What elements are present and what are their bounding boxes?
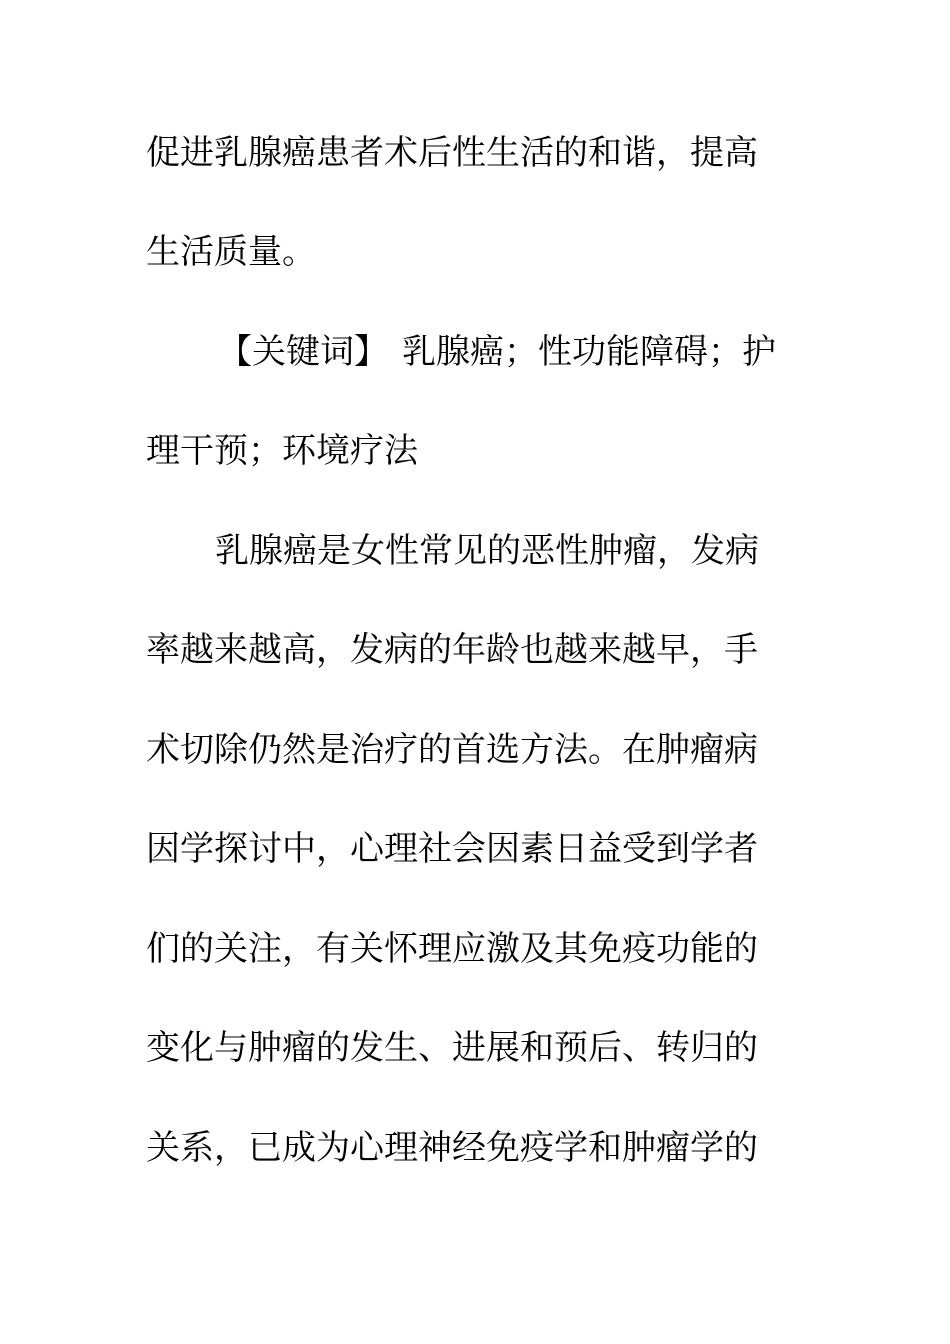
keywords-line	[218, 332, 776, 372]
body-text-line: 们的关注，有关怀理应激及其免疫功能的	[146, 929, 758, 969]
keywords-label: 【关键词】	[218, 332, 388, 372]
body-text-line: 变化与肿瘤的发生、进展和预后、转归的	[146, 1028, 758, 1068]
body-text-line: 理干预；环境疗法	[146, 431, 418, 471]
body-text-line: 关系，已成为心理神经免疫学和肿瘤学的	[146, 1128, 758, 1168]
body-text-line: 因学探讨中，心理社会因素日益受到学者	[146, 829, 758, 869]
body-text-line: 率越来越高，发病的年龄也越来越早，手	[146, 630, 758, 670]
paragraph-first-line: 乳腺癌是女性常见的恶性肿瘤，发病	[215, 531, 759, 571]
body-text-line: 术切除仍然是治疗的首选方法。在肿瘤病	[146, 730, 758, 770]
body-text-line: 生活质量。	[146, 232, 316, 272]
body-text-line: 促进乳腺癌患者术后性生活的和谐，提高	[146, 133, 758, 173]
keywords-text: 乳腺癌；性功能障碍；护	[402, 332, 776, 372]
